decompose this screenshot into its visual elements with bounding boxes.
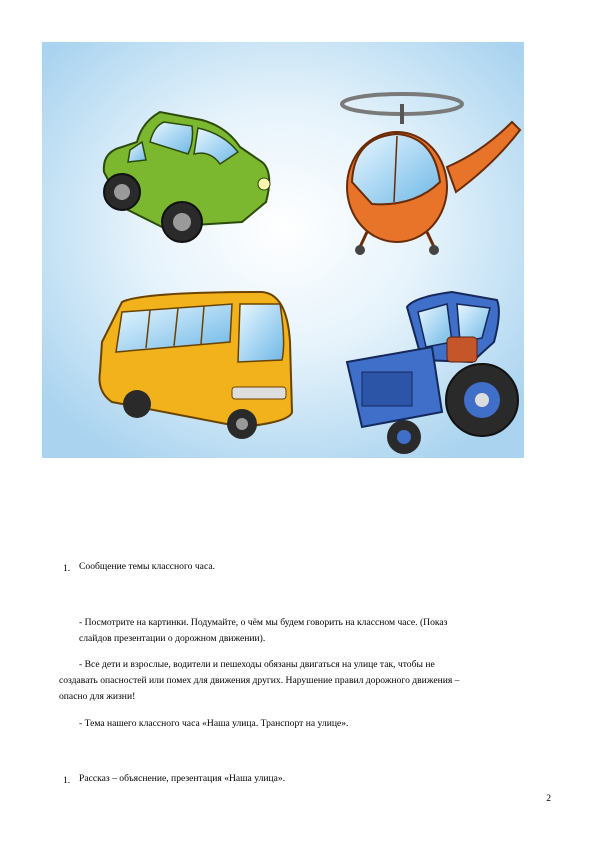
transport-illustration: [42, 42, 524, 458]
paragraph-line: - Тема нашего классного часа «Наша улица. Транспорт на улице».: [79, 718, 349, 729]
list-item-story: Рассказ – объяснение, презентация «Наша улица».: [79, 773, 286, 784]
paragraph-line: - Посмотрите на картинки. Подумайте, о чём мы будем говорить на классном часе. (Показ: [79, 617, 448, 628]
list-item-topic: Сообщение темы классного часа.: [79, 561, 215, 572]
paragraph-line: опасно для жизни!: [59, 691, 136, 702]
paragraph-line: - Все дети и взрослые, водители и пешеходы обязаны двигаться на улице так, чтобы не: [79, 659, 435, 670]
list-number: 1.: [63, 563, 71, 574]
list-number: 1.: [63, 775, 71, 786]
paragraph-line: создавать опасностей или помех для движения других. Нарушение правил дорожного движения –: [59, 675, 460, 686]
page-number: 2: [546, 793, 551, 804]
paragraph-line: слайдов презентации о дорожном движении).: [79, 633, 266, 644]
